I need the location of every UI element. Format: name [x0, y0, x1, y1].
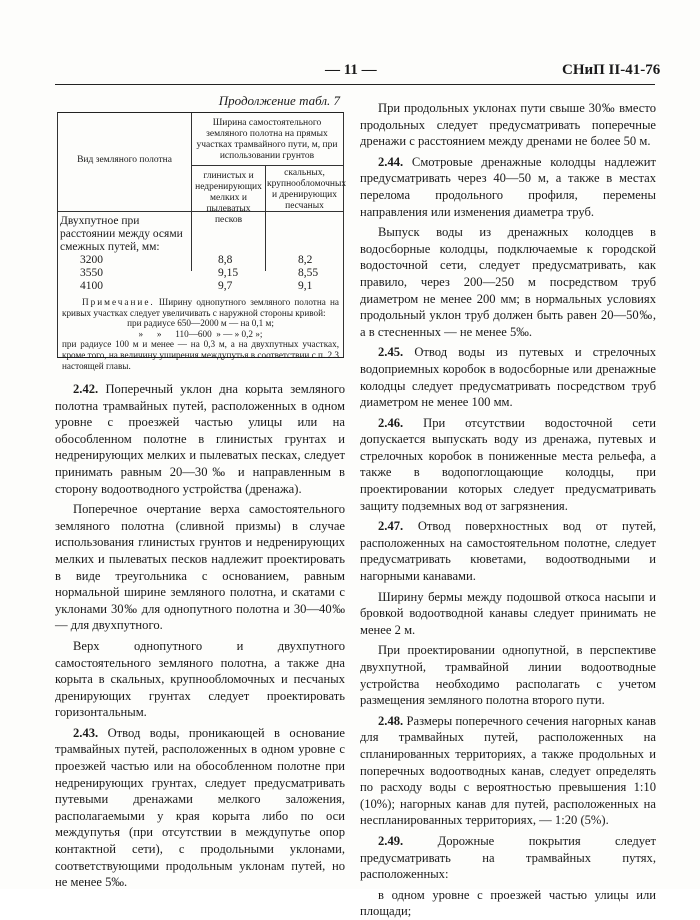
cell-mm: 3200	[80, 254, 103, 266]
paragraph-text: Поперечный уклон дна корыта земляного полотна трамвайных путей, расположенных в одном уровне с проезжей частью улицы или на обособленном полотне в глинистых грунтах и недренирующих мелких и пылеватых песках, следует принимать равным 20—30‰ и направленным в сторону водоотводного устройства (дренажа).	[55, 382, 346, 496]
document-code: СНиП II-41-76	[562, 62, 661, 78]
paragraph	[360, 344, 656, 410]
divider	[191, 165, 343, 166]
paragraph	[360, 642, 656, 708]
note-line: » » 110—600 » — » 0,2 »;	[138, 328, 263, 339]
cell-value: 9,15	[218, 267, 239, 279]
paragraph-text: Отвод поверхностных вод от путей, расположенных на самостоятельном полотне, следует предусматривать кюветами, водоотводными и нагорными канавами.	[360, 519, 656, 584]
paragraph-text: Смотровые дренажные колодцы надлежит предусматривать через 40—50 м, а также в местах перелома продольного профиля, перемены направления или изменения диаметра труб.	[360, 154, 656, 219]
clause-number: 2.49.	[378, 833, 404, 848]
paragraph-text: Верх однопутного и двухпутного самостоятельного земляного полотна, а также дна корыта в скальных, крупнообломочных и песчаных дренирующих грунтах следует проектировать горизонтальным.	[55, 638, 345, 720]
table-7	[57, 112, 347, 371]
paragraph-text: Размеры поперечного сечения нагорных канав для трамвайных путей, расположенных на спланированных территориях, а также продольных и поперечных водоотводных канав, следует определять по расходу воды с вероятностью превышения 1:10 (10%); нагорных канав для путей, расположенных на неспланированных территориях, — 1:20 (5%).	[360, 713, 656, 828]
table-caption: Продолжение табл. 7	[218, 93, 340, 108]
clause-number: 2.43.	[73, 725, 99, 740]
paragraph-text: Отвод воды, проникающей в основание трамвайных путей, расположенных в одном уровне с проезжей частью или на обособленном полотне при недренирующих грунтах, следует предусматривать путевыми дренажами мелкого заложения, располагаемыми у края корыта либо по оси междупутья (при отсутствии в междупутье опор контактной сети), с продольными уклонами, соответствующими продольным уклонам путей, но не менее 5‰.	[55, 725, 346, 890]
page-number: — 11 —	[325, 62, 377, 78]
paragraph	[360, 224, 656, 340]
paragraph	[360, 833, 656, 883]
paragraph-text: Ширину бермы между подошвой откоса насыпи и бровкой водоотводной канавы следует принимать не менее 2 м.	[360, 589, 656, 637]
column-header-type: Вид земляного полотна	[77, 155, 172, 165]
cell-mm: 4100	[80, 280, 103, 292]
paragraph-text: При продольных уклонах пути свыше 30‰ вместо продольных следует предусматривать поперечные дренажи с расстоянием между дренами не более 50 м.	[360, 101, 656, 149]
paragraph	[55, 381, 345, 497]
paragraph-text: Дорожные покрытия следует предусматривать на трамвайных путях, расположенных:	[360, 833, 656, 882]
cell-value: 8,2	[298, 254, 313, 266]
header-rule	[55, 84, 655, 85]
paragraph	[55, 501, 345, 634]
clause-number: 2.42.	[73, 382, 99, 396]
paragraph-text: При проектировании однопутной, в перспективе двухпутной, трамвайной линии водоотводные устройства необходимо располагать с учетом размещения земляного полотна второго пути.	[360, 643, 656, 708]
right-column	[360, 96, 656, 920]
cell-value: 9,7	[218, 280, 233, 292]
note-line: при радиусе 650—2000 м — на 0,1 м;	[127, 318, 274, 329]
paragraph-text: Отвод воды из путевых и стрелочных водоприемных коробок в водосборные или дренажные колодцы следует предусматривать посредством труб диаметром не менее 100 мм.	[360, 345, 656, 410]
paragraph-text: Поперечное очертание верха самостоятельного земляного полотна (сливной призмы) в случае использования глинистых грунтов и недренирующих мелких и пылеватых песков надлежит проектировать в виде треугольника с основанием, равным нормальной ширине земляного полотна, и скатами с уклонами 30‰ для однопутного полотна и 30—40‰ — для двухпутного.	[55, 502, 345, 633]
paragraph	[360, 154, 656, 220]
column-header-group: Ширина самостоятельного земляного полотна на прямых участках трамвайного пути, м, при использовании грунтов	[196, 118, 338, 161]
note-intro: Ширину однопутного земляного полотна на кривых участках следует увеличивать с наружной стороны кривой:	[62, 297, 339, 318]
divider	[191, 113, 192, 271]
paragraph	[360, 887, 656, 920]
column-header-rock: скальных, крупнообломочных и дренирующих песчаных	[267, 168, 347, 211]
paragraph	[55, 638, 345, 721]
row-label: Двухпутное при расстоянии между осями смежных путей, мм:	[60, 215, 183, 253]
clause-number: 2.46.	[378, 415, 404, 430]
cell-mm: 3550	[80, 267, 103, 279]
paragraph	[360, 100, 656, 150]
paragraph	[360, 518, 656, 584]
clause-number: 2.44.	[378, 154, 404, 169]
note-title: Примечание.	[82, 297, 155, 307]
left-column	[55, 377, 345, 891]
column-header-clay: глинистых и недренирующих мелких и пылеватых песков	[195, 171, 262, 225]
cell-value: 8,8	[218, 254, 233, 266]
paragraph-text: Выпуск воды из дренажных колодцев в водосборные колодцы, подключаемые к городской водосточной сети, следует предусматривать, как правило, через 200—250 м посредством труб диаметром не менее 200 мм; в нормальных условиях продольный уклон труб должен быть равен 20—50‰, а в стесненных — не менее 5‰.	[360, 225, 656, 339]
cell-value: 8,55	[298, 267, 319, 279]
paragraph-text: в одном уровне с проезжей частью улицы или площади;	[360, 887, 656, 919]
note-line: при радиусе 100 м и менее — на 0,3 м, а на двухпутных участках, кроме того, на величину уширения междупутья в соответствии с п. 2.3 настоящей главы.	[62, 339, 339, 371]
divider	[265, 165, 266, 271]
paragraph-text: При отсутствии водосточной сети допускается выпускать воду из дренажа, путевых и стрелочных коробок в пониженные места рельефа, а также в водопоглощающие колодцы, при проектировании которых следует предусматривать защиту подземных вод от загрязнения.	[360, 415, 656, 513]
paragraph	[360, 415, 656, 515]
cell-value: 9,1	[298, 280, 313, 292]
paragraph	[360, 713, 656, 829]
clause-number: 2.47.	[378, 519, 404, 534]
paragraph	[55, 725, 345, 891]
clause-number: 2.48.	[378, 713, 404, 728]
table-note	[62, 297, 339, 371]
clause-number: 2.45.	[378, 345, 404, 360]
paragraph	[360, 589, 656, 639]
